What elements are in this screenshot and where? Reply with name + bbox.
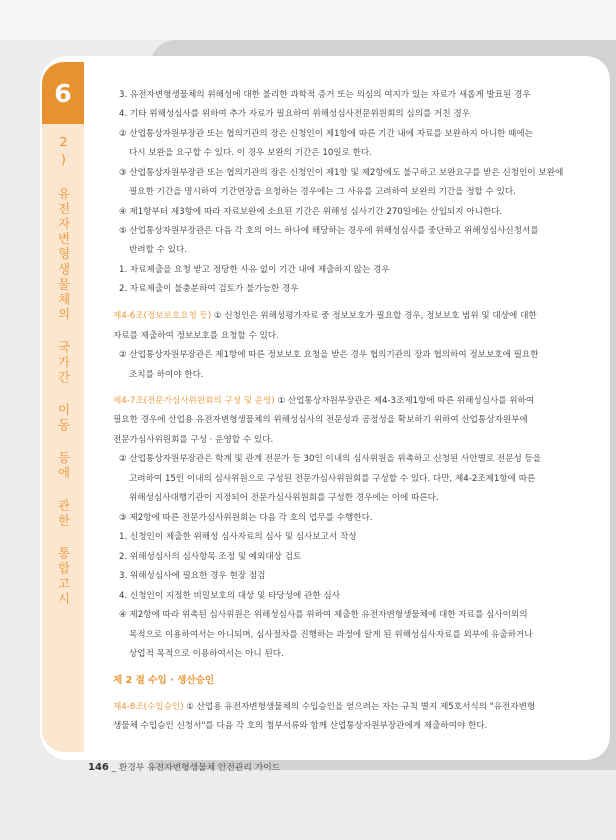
article-title: 제4-6조(정보보호요청 등) <box>113 311 212 321</box>
text-line: ④ 제2항에 따라 위촉된 심사위원은 위해성심사를 위하여 제출한 유전자변형생물체에 대한 자료를 심사이외의 <box>119 610 528 620</box>
text-line: ② 산업통상자원부장관은 제1항에 따른 정보보호 요청을 받은 경우 협의기관의 장과 협의하여 정보보호에 필요한 <box>119 350 539 360</box>
text-line: 4. 신청인이 지정한 비밀보호의 대상 및 타당성에 관한 심사 <box>119 591 340 601</box>
text-line: 목적으로 이용하여서는 아니되며, 심사절차를 진행하는 과정에 알게 된 위해성심사자료를 외부에 유출하거나 <box>129 630 533 640</box>
article-text: ① 산업통상자원부장관은 제4-3조제1항에 따른 위해성심사를 위하여 <box>277 396 535 406</box>
text-line: 반려할 수 있다. <box>129 245 188 255</box>
text-line: 다시 보완을 요구할 수 있다. 이 경우 보완의 기간은 10일로 한다. <box>129 148 372 158</box>
text-line: 조치를 하여야 한다. <box>129 370 204 380</box>
text-line: 전문가심사위원회를 구성 · 운영할 수 있다. <box>113 435 274 445</box>
text-line: 4. 기타 위해성심사를 위하여 추가 자료가 필요하여 위해성심사전문위원회의 심의를 거친 경우 <box>119 109 470 119</box>
text-line: ⑤ 산업통상자원부장관은 다음 각 호의 어느 하나에 해당하는 경우에 위해성심사를 중단하고 위해성심사신청서를 <box>119 226 539 236</box>
text-line: ③ 산업통상자원부장관 또는 협의기관의 장은 신청인이 제1항 및 제2항에도 불구하고 보완요구를 받은 신청인이 보완에 <box>119 168 564 178</box>
page-number: 146 <box>88 762 109 773</box>
text-line: 3. 유전자변형생물체의 위해성에 대한 불리한 과학적 증거 또는 의심의 여지가 있는 자료가 새롭게 발표된 경우 <box>119 90 531 100</box>
article-text: ① 산업용 유전자변형생물체의 수입승인을 얻으려는 자는 규칙 별지 제5호서식의 "유전자변형 <box>186 702 536 712</box>
text-line: ② 산업통상자원부장관은 학계 및 관계 전문가 등 30인 이내의 심사위원을 위촉하고 신청된 사안별로 전문성 등을 <box>119 454 542 464</box>
text-line: 1. 신청인이 제출한 위해성 심사자료의 심사 및 심사보고서 작성 <box>119 532 357 542</box>
article-4-8 <box>113 700 535 712</box>
text-line: 고려하여 15인 이내의 심사위원으로 구성된 전문가심사위원회를 구성할 수 있다. 다만, 제4-2조제1항에 따른 <box>129 474 536 484</box>
text-line: 2. 위해성심사의 심사항목 조정 및 예외대상 검토 <box>119 552 302 562</box>
chapter-side-title: 2) 유전자변형생물체의 국가간 이동 등에 관한 통합고시 <box>56 134 71 607</box>
text-line: 상업적 목적으로 이용하여서는 아니 된다. <box>129 649 284 659</box>
text-line: 자료를 제출하여 정보보호를 요청할 수 있다. <box>113 331 279 341</box>
page-sheet <box>40 56 610 760</box>
text-line: ③ 제2항에 따른 전문가심사위원회는 다음 각 호의 업무를 수행한다. <box>119 513 373 523</box>
section-heading: 제 2 절 수입 · 생산승인 <box>113 675 215 686</box>
article-title: 제4-8조(수입승인) <box>113 702 184 712</box>
text-line: 위해성심사대행기관이 지정되어 전문가심사위원회를 구성한 경우에는 이에 따른다. <box>129 493 439 503</box>
text-line: 1. 자료제출을 요청 받고 정당한 사유 없이 기간 내에 제출하지 않는 경우 <box>119 265 390 275</box>
footer-text: _ 환경부 유전자변형생물체 안전관리 가이드 <box>111 763 281 773</box>
article-4-6 <box>113 309 537 321</box>
text-line: 생물체 수입승인 신청서"를 다음 각 호의 첨부서류와 함께 산업통상자원부장관에게 제출하여야 한다. <box>113 721 488 731</box>
text-line: 필요한 경우에 산업용 유전자변형생물체의 위해성심사의 전문성과 공정성을 확보하기 위하여 산업통상자원부에 <box>113 415 528 425</box>
article-4-7 <box>113 394 534 406</box>
article-text: ① 신청인은 위해성평가자료 중 정보보호가 필요할 경우, 정보보호 범위 및 대상에 대한 <box>213 311 537 321</box>
page-top-band <box>0 0 616 40</box>
text-line: 2. 자료제출이 불충분하여 검토가 불가능한 경우 <box>119 284 299 294</box>
text-line: ④ 제1항부터 제3항에 따라 자료보완에 소요된 기간은 위해성 심사기간 270일에는 산입되지 아니한다. <box>119 207 503 217</box>
article-title: 제4-7조(전문가심사위원회의 구성 및 운영) <box>113 396 275 406</box>
text-line: ② 산업통상자원부장관 또는 협의기관의 장은 신청인이 제1항에 따른 기간 내에 자료를 보완하지 아니한 때에는 <box>119 129 533 139</box>
text-line: 3. 위해성심사에 필요한 경우 현장 점검 <box>119 571 266 581</box>
text-line: 필요한 기간을 명시하여 기간연장을 요청하는 경우에는 그 사유를 고려하여 보완의 기간을 정할 수 있다. <box>129 187 516 197</box>
page-footer <box>88 760 280 773</box>
chapter-number-badge: 6 <box>42 62 84 124</box>
